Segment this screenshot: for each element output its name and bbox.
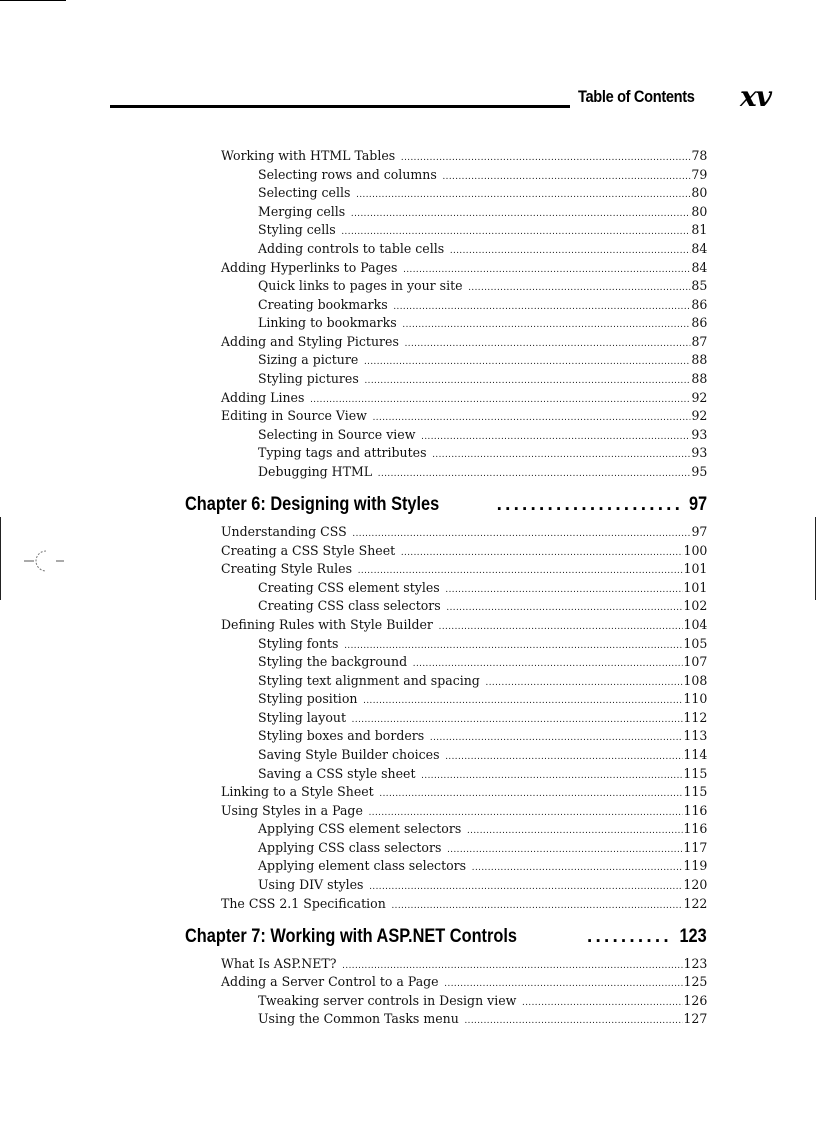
toc-entry[interactable]: Merging cells ..... 80 <box>258 205 707 223</box>
toc-entry[interactable]: Styling text alignment and spacing ..... 108 <box>258 674 707 692</box>
chapter-heading[interactable]: Chapter 7: Working with ASP.NET Controls ..... 123 <box>185 926 707 952</box>
toc-entry[interactable]: Applying CSS class selectors ..... 117 <box>258 841 707 859</box>
toc-entry[interactable]: Using Styles in a Page ..... 116 <box>221 804 707 822</box>
toc-entry[interactable]: Debugging HTML ..... 95 <box>258 465 707 483</box>
toc-entry[interactable]: Using the Common Tasks menu ..... 127 <box>258 1012 707 1030</box>
toc-entry[interactable]: Styling pictures ..... 88 <box>258 372 707 390</box>
toc-entry[interactable]: Selecting cells ..... 80 <box>258 186 707 204</box>
registration-mark-icon <box>24 548 64 574</box>
toc-entry[interactable]: Adding a Server Control to a Page ..... 125 <box>221 975 707 993</box>
toc-entry[interactable]: Styling fonts ..... 105 <box>258 637 707 655</box>
toc-entry[interactable]: Applying element class selectors ..... 119 <box>258 859 707 877</box>
toc-entry[interactable]: Selecting rows and columns ..... 79 <box>258 168 707 186</box>
crop-mark-left <box>0 517 1 600</box>
toc-entry[interactable]: Saving a CSS style sheet ..... 115 <box>258 767 707 785</box>
toc-entry[interactable]: Creating Style Rules ..... 101 <box>221 562 707 580</box>
toc-entry[interactable]: Adding controls to table cells ..... 84 <box>258 242 707 260</box>
chapter-heading[interactable]: Chapter 6: Designing with Styles ..... 97 <box>185 494 707 520</box>
toc-entry[interactable]: What Is ASP.NET? ..... 123 <box>221 957 707 975</box>
toc-entry[interactable]: Creating a CSS Style Sheet ..... 100 <box>221 544 707 562</box>
toc-entry[interactable]: Editing in Source View ..... 92 <box>221 409 707 427</box>
toc-entry[interactable]: Adding Hyperlinks to Pages ..... 84 <box>221 261 707 279</box>
header-title: Table of Contents <box>578 87 695 106</box>
toc-entry[interactable]: Adding Lines ..... 92 <box>221 391 707 409</box>
toc-entry[interactable]: Sizing a picture ..... 88 <box>258 353 707 371</box>
toc-entry[interactable]: Creating CSS class selectors ..... 102 <box>258 599 707 617</box>
header-rule <box>110 105 570 108</box>
toc-entry[interactable]: Saving Style Builder choices ..... 114 <box>258 748 707 766</box>
toc-entry[interactable]: Working with HTML Tables ..... 78 <box>221 149 707 167</box>
toc-entry[interactable]: Styling position ..... 110 <box>258 692 707 710</box>
toc-entry[interactable]: Creating CSS element styles ..... 101 <box>258 581 707 599</box>
toc-entry[interactable]: Defining Rules with Style Builder ..... 104 <box>221 618 707 636</box>
toc-entry[interactable]: Styling boxes and borders ..... 113 <box>258 729 707 747</box>
toc-entry[interactable]: Adding and Styling Pictures ..... 87 <box>221 335 707 353</box>
toc-entry[interactable]: Understanding CSS ..... 97 <box>221 525 707 543</box>
toc-entry[interactable]: Linking to bookmarks ..... 86 <box>258 316 707 334</box>
toc-entry[interactable]: Styling the background ..... 107 <box>258 655 707 673</box>
toc-entry[interactable]: Using DIV styles ..... 120 <box>258 878 707 896</box>
toc-entry[interactable]: Styling layout ..... 112 <box>258 711 707 729</box>
toc-entry[interactable]: Styling cells ..... 81 <box>258 223 707 241</box>
page-numeral: xv <box>740 80 771 113</box>
toc-entry[interactable]: Selecting in Source view ..... 93 <box>258 428 707 446</box>
toc-entry[interactable]: The CSS 2.1 Specification ..... 122 <box>221 897 707 915</box>
toc-entry[interactable]: Applying CSS element selectors ..... 116 <box>258 822 707 840</box>
crop-mark-top <box>0 0 66 1</box>
running-header <box>110 80 780 116</box>
toc-entry[interactable]: Quick links to pages in your site ..... 85 <box>258 279 707 297</box>
toc-entry[interactable]: Creating bookmarks ..... 86 <box>258 298 707 316</box>
toc-entry[interactable]: Tweaking server controls in Design view ..... 126 <box>258 994 707 1012</box>
toc-entry[interactable]: Typing tags and attributes ..... 93 <box>258 446 707 464</box>
toc-entry[interactable]: Linking to a Style Sheet ..... 115 <box>221 785 707 803</box>
